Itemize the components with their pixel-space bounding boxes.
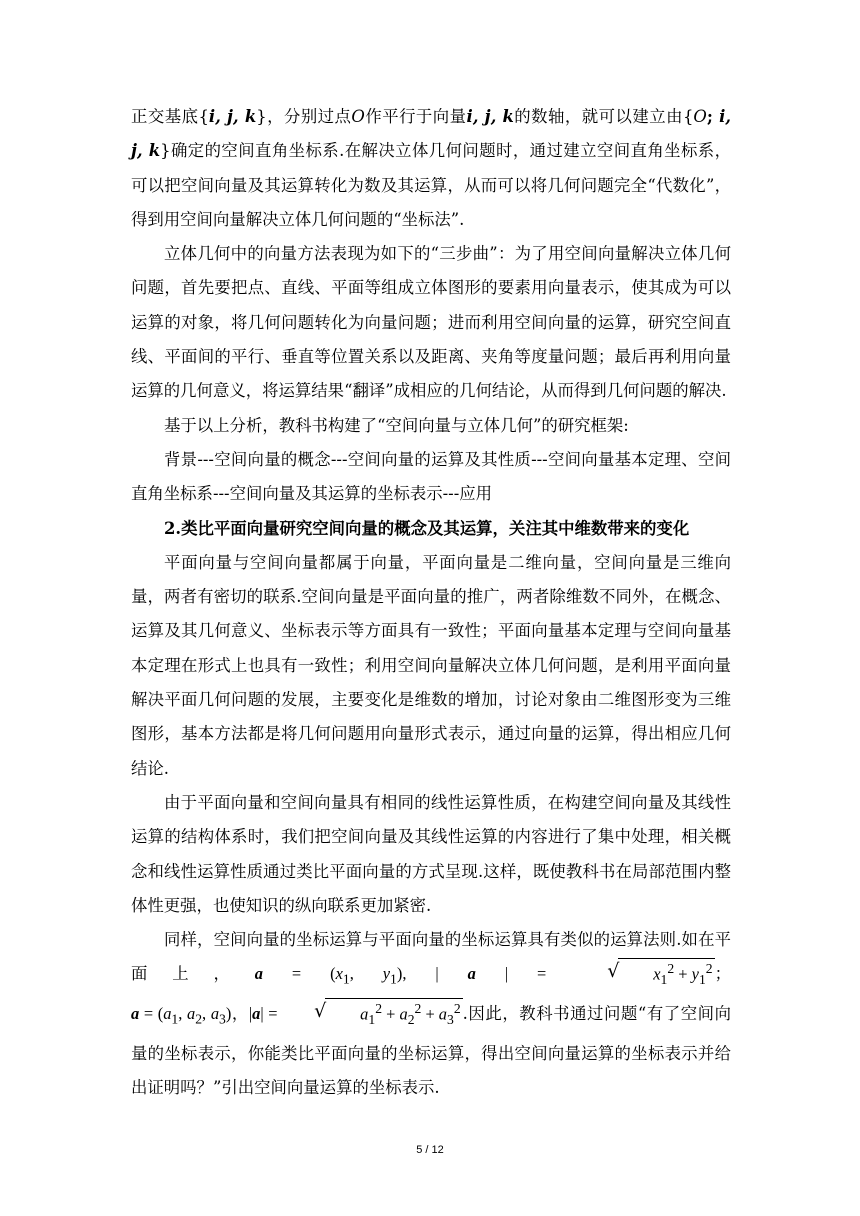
paragraph-4: 背景---空间向量的概念---空间向量的运算及其性质---空间向量基本定理、空间直角坐标系---空间向量及其运算的坐标表示---应用 xyxy=(131,449,731,504)
paragraph-2: 立体几何中的向量方法表现为如下的“三步曲”：为了用空间向量解决立体几何问题，首先要把点、直线、平面等组成立体图形的要素用向量表示，使其成为可以运算的对象，将几何问题转化为向量问题；进而利用空间向量的运算，研究空间直线、平面间的平行、垂直等位置关系以及距离、夹角等度量问题；最后再利用向量运算的几何意义，将运算结果“翻译”成相应的几何结论，从而得到几何问题的解决. xyxy=(131,244,731,401)
section-heading: 2.类比平面向量研究空间向量的概念及其运算，关注其中维数带来的变化 xyxy=(164,518,690,538)
semicolon: ; xyxy=(706,107,720,126)
basis-vectors: i, j, k xyxy=(208,107,257,126)
text: ， xyxy=(231,1004,249,1023)
text: 同样，空间向量的坐标运算与平面向量的坐标运算具有类似的运算法则.如在平面上， xyxy=(131,930,731,984)
paragraph-5: 平面向量与空间向量都属于向量，平面向量是二维向量，空间向量是三维向量，两者有密切的联系.空间向量是平面向量的推广，两者除维数不同外，在概念、运算及其几何意义、坐标表示等方面具有一致性；平面向量基本定理与空间向量基本定理在形式上也具有一致性；利用空间向量解决立体几何问题，是利用平面向量解决平面几何问题的发展，主要变化是维数的增加，讨论对象由二维图形变为三维图形，基本方法都是将几何问题用向量形式表示，通过向量的运算，得出相应几何结论. xyxy=(131,552,731,778)
formula-space-magnitude: |a| = √ $a_1^2 + a_2^2 + a_3^2$ xyxy=(249,1004,463,1023)
text: .因此，教科书通过问题“有了空间向量的坐标表示，你能类比平面向量的坐标运算，得出空间向量运算的坐标表示并给出证明吗？”引出空间向量运算的坐标表示. xyxy=(131,1004,732,1097)
page-number: 5 / 12 xyxy=(416,1144,444,1156)
text: 正交基底{ xyxy=(131,107,209,126)
formula-plane-vector: $a = (x_1$, $y_1$), | a | = √ $x_1^2 + y_1^2$ xyxy=(255,964,715,983)
basis-vectors: i, j, k xyxy=(466,107,514,126)
paragraph-7 xyxy=(131,923,731,1105)
page-content xyxy=(131,100,731,1105)
paragraph-6: 由于平面向量和空间向量具有相同的线性运算性质，在构建空间向量及其线性运算的结构体系时，我们把空间向量及其线性运算的内容进行了集中处理，相关概念和线性运算性质通过类比平面向量的方式呈现.这样，既使教科书在局部范围内整体性更强，也使知识的纵向联系更加紧密. xyxy=(131,792,731,915)
text: ； xyxy=(714,964,731,984)
text: }，分别过点 xyxy=(256,107,352,126)
text: }确定的空间直角坐标系.在解决立体几何问题时，通过建立空间直角坐标系，可以把空间向量及其运算转化为数及其运算，从而可以将几何问题完全“代数化”，得到用空间向量解决立体几何问题的“坐标法”. xyxy=(131,141,731,229)
paragraph-3: 基于以上分析，教科书构建了“空间向量与立体几何”的研究框架: xyxy=(164,415,629,435)
formula-space-vector: $a = (a_1$, $a_2$, $a_3$) xyxy=(131,1004,232,1027)
text: 作平行于向量 xyxy=(364,107,467,126)
point-o: O xyxy=(351,107,365,126)
text: 的数轴，就可以建立由{ xyxy=(513,107,694,126)
paragraph-1 xyxy=(131,100,731,237)
basis-vectors: i, j, k xyxy=(131,107,731,161)
point-o: O xyxy=(693,107,707,126)
